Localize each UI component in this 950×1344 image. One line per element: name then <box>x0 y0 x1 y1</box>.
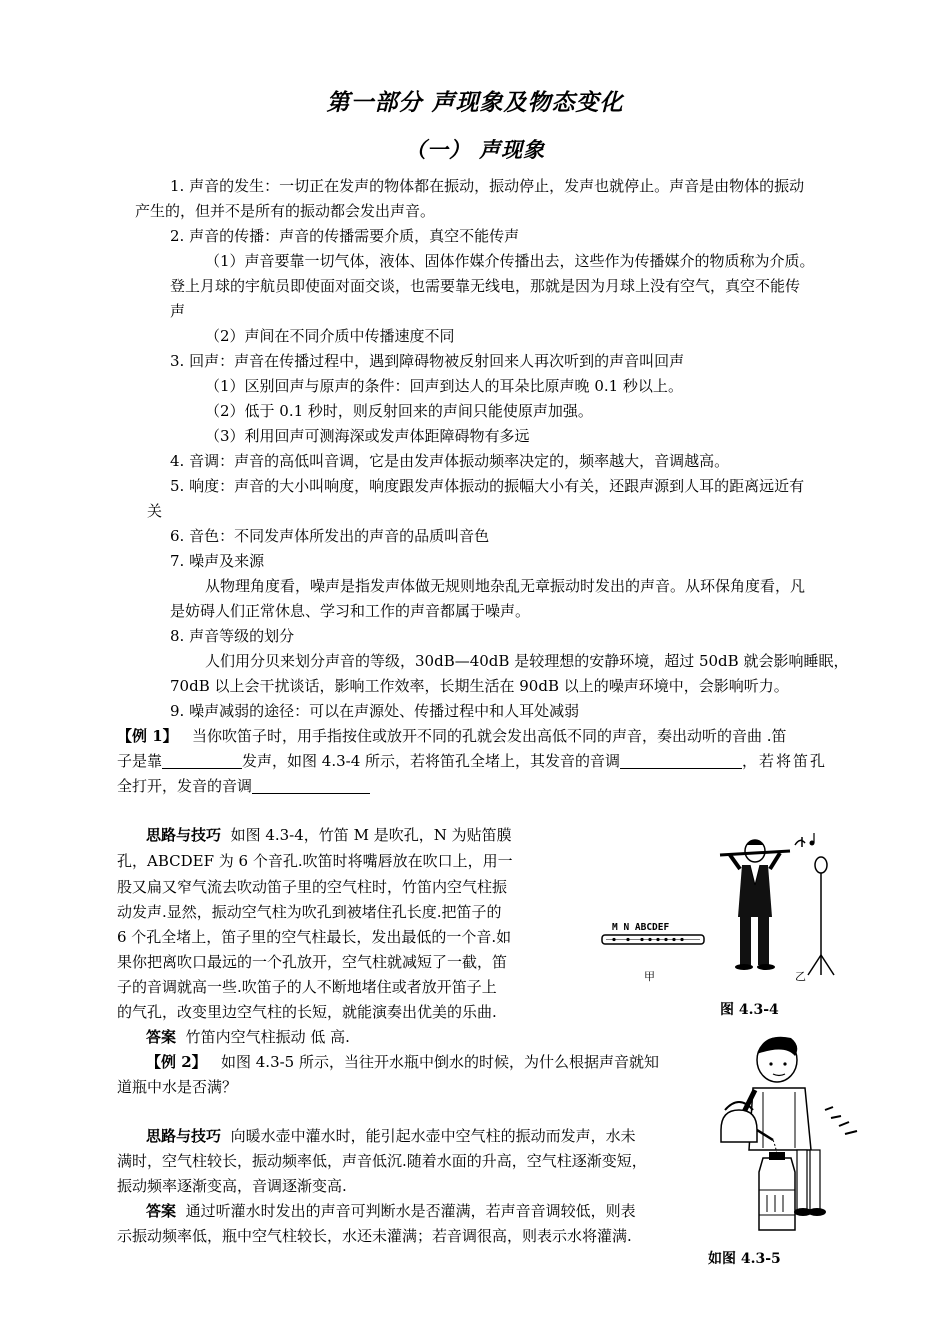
flute-player-illustration <box>720 833 834 975</box>
text-line: （2）低于 0.1 秒时，则反射回来的声间只能使原声加强。 <box>205 402 593 420</box>
answer-line: 答案 竹笛内空气柱振动 低 高. <box>146 1028 350 1046</box>
thinking-line: 子的音调就高一些.吹笛子的人不断地堵住或者放开笛子上 <box>117 978 497 996</box>
thinking-line: 思路与技巧 如图 4.3-4，竹笛 M 是吹孔，N 为贴笛膜 <box>146 826 512 844</box>
answer-blank[interactable] <box>620 752 742 769</box>
thinking-line: 振动频率逐渐变高，音调逐渐变高. <box>117 1177 347 1195</box>
example-1-line: 【例 1】 当你吹笛子时，用手指按住或放开不同的孔就会发出高低不同的声音，奏出动听的音曲 .笛 <box>117 727 787 745</box>
text-line: 关 <box>147 502 163 520</box>
text-line: （1）区别回声与原声的条件：回声到达人的耳朵比原声晚 0.1 秒以上。 <box>205 377 683 395</box>
text-line: 人们用分贝来划分声音的等级，30dB—40dB 是较理想的安静环境，超过 50dB 就会影响睡眠， <box>205 652 849 670</box>
thinking-line: 满时，空气柱较长，振动频率低，声音低沉.随着水面的升高，空气柱逐渐变短， <box>117 1152 647 1170</box>
figure-kettle <box>715 1030 865 1240</box>
text-line: （3）利用回声可测海深或发声体距障碍物有多远 <box>205 427 530 445</box>
text-line: 声 <box>170 302 186 320</box>
text-line: 5. 响度：声音的大小叫响度，响度跟发声体振动的振幅大小有关，还跟声源到人耳的距离远近有 <box>170 477 805 495</box>
text-line: 4. 音调：声音的高低叫音调，它是由发声体振动频率决定的，频率越大，音调越高。 <box>170 452 730 470</box>
boy-pouring-water-illustration <box>721 1037 857 1230</box>
text-line: （1）声音要靠一切气体，液体、固体作媒介传播出去，这些作为传播媒介的物质称为介质。 <box>205 252 815 270</box>
page-title: 第一部分 声现象及物态变化 <box>326 89 624 116</box>
example-label: 【例 1】 <box>117 727 178 745</box>
answer-line: 答案 通过听灌水时发出的声音可判断水是否灌满，若声音音调较低，则表 <box>146 1202 636 1220</box>
thinking-line: 动发声.显然，振动空气柱为吹孔到被堵住孔长度.把笛子的 <box>117 903 502 921</box>
answer-label: 答案 <box>146 1028 177 1046</box>
thinking-label: 思路与技巧 <box>146 826 222 844</box>
text-line: 产生的，但并不是所有的振动都会发出声音。 <box>135 202 436 220</box>
example-1-line: 全打开，发音的音调 <box>117 774 370 798</box>
thinking-line: 6 个孔全堵上，笛子里的空气柱最长，发出最低的一个音.如 <box>117 928 512 946</box>
thinking-line: 股又扁又窄气流去吹动笛子里的空气柱时，竹笛内空气柱振 <box>117 878 508 896</box>
answer-blank[interactable] <box>162 752 242 769</box>
text-line: 3. 回声：声音在传播过程中，遇到障碍物被反射回来人再次听到的声音叫回声 <box>170 352 685 370</box>
thinking-label: 思路与技巧 <box>146 1127 222 1145</box>
text-line: （2）声间在不同介质中传播速度不同 <box>205 327 455 345</box>
example-2-line: 道瓶中水是否满？ <box>117 1078 238 1096</box>
thinking-line: 思路与技巧 向暖水壶中灌水时，能引起水壶中空气柱的振动而发声，水未 <box>146 1127 636 1145</box>
figure-label-left: 甲 <box>644 970 655 983</box>
answer-blank[interactable] <box>252 777 370 794</box>
example-1-line: 子是靠 发声，如图 4.3-4 所示，若将笛孔全堵上，其发音的音调 ，若将笛孔 <box>117 752 828 770</box>
answer-line: 示振动频率低，瓶中空气柱较长，水还未灌满；若音调很高，则表示水将灌满. <box>117 1227 632 1245</box>
text-line: 登上月球的宇航员即使面对面交谈，也需要靠无线电，那就是因为月球上没有空气，真空不能传 <box>170 277 801 295</box>
text-line: 是妨碍人们正常休息、学习和工作的声音都属于噪声。 <box>170 602 531 620</box>
example-2-line: 【例 2】 如图 4.3-5 所示，当往开水瓶中倒水的时候，为什么根据声音就知 <box>146 1053 659 1071</box>
section-title: （一） 声现象 <box>404 137 546 162</box>
text-line: 6. 音色：不同发声体所发出的声音的品质叫音色 <box>170 527 490 545</box>
figure-caption: 如图 4.3-5 <box>708 1251 781 1267</box>
flute-illustration <box>602 922 704 944</box>
thinking-line: 果你把离吹口最远的一个孔放开，空气柱就减短了一截，笛 <box>117 953 508 971</box>
answer-label: 答案 <box>146 1202 177 1220</box>
text-line: 9. 噪声减弱的途径：可以在声源处、传播过程中和人耳处减弱 <box>170 702 580 720</box>
text-line: 70dB 以上会干扰谈话，影响工作效率，长期生活在 90dB 以上的噪声环境中，会影响听力。 <box>170 677 789 695</box>
thinking-line: 孔，ABCDEF 为 6 个音孔.吹笛时将嘴唇放在吹口上，用一 <box>117 852 513 870</box>
figure-label-right: 乙 <box>795 970 806 983</box>
text-line: 1. 声音的发生：一切正在发声的物体都在振动，振动停止，发声也就停止。声音是由物体的振动 <box>170 177 805 195</box>
thinking-line: 的气孔，改变里边空气柱的长短，就能演奏出优美的乐曲. <box>117 1003 497 1021</box>
text-line: 7. 噪声及来源 <box>170 552 265 570</box>
example-label: 【例 2】 <box>146 1053 207 1071</box>
text-line: 2. 声音的传播：声音的传播需要介质，真空不能传声 <box>170 227 520 245</box>
figure-flute <box>590 825 860 995</box>
text-line: 8. 声音等级的划分 <box>170 627 295 645</box>
flute-hole-letters: M N ABCDEF <box>612 922 670 933</box>
figure-caption: 图 4.3-4 <box>720 1002 779 1018</box>
text-line: 从物理角度看，噪声是指发声体做无规则地杂乱无章振动时发出的声音。从环保角度看，凡 <box>205 577 806 595</box>
